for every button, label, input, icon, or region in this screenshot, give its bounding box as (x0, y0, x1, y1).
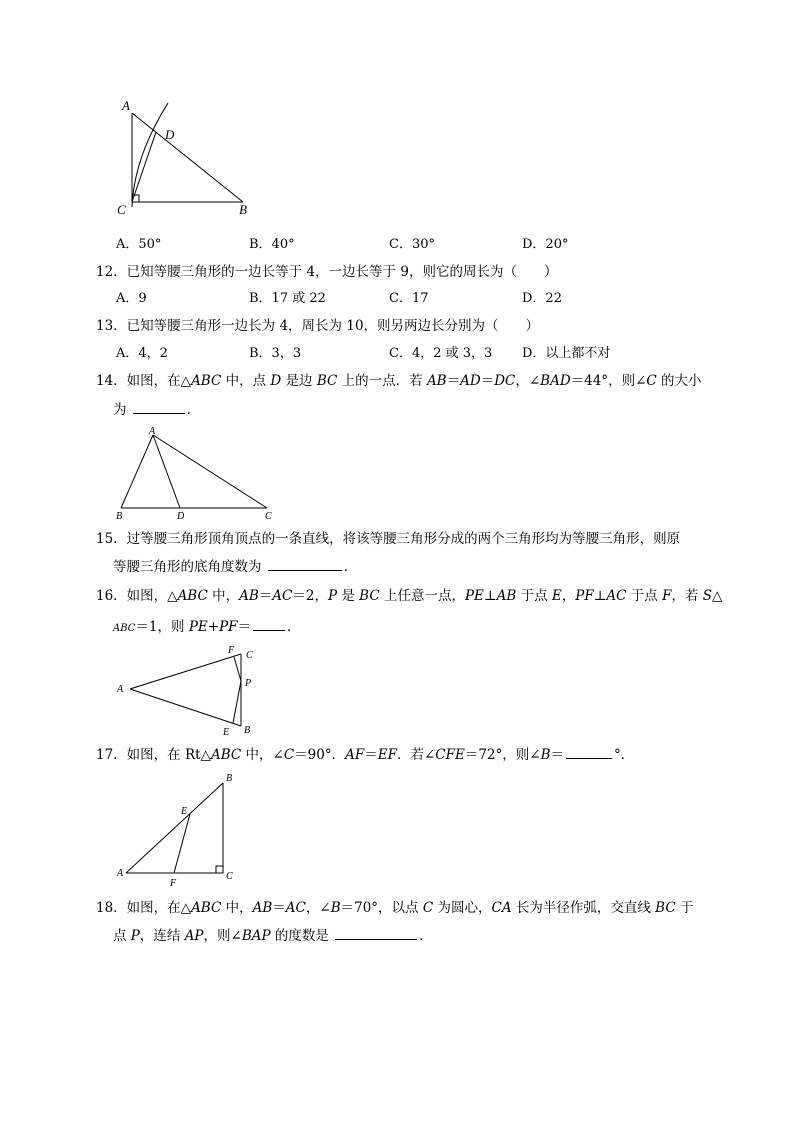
q16-var: PE (188, 619, 208, 635)
figure-q14-svg (110, 424, 280, 524)
q16-seg: ． (287, 619, 301, 635)
q16-seg: 16．如图，△ (96, 588, 178, 604)
arc (132, 103, 168, 207)
q16-line2 (113, 616, 301, 639)
figure-q11-svg (110, 95, 270, 225)
q18-seg: ，则∠ (203, 928, 242, 944)
q18-answer-blank[interactable] (335, 925, 417, 940)
label-e: E (181, 806, 188, 817)
q18-var: AP (184, 928, 204, 944)
q18-line2 (113, 925, 433, 946)
q14-seg: ． (186, 402, 201, 418)
q11-option-c[interactable]: C．30° (389, 237, 435, 252)
label-a: A (149, 426, 156, 437)
label-f: F (170, 878, 177, 889)
q11-option-d[interactable]: D．20° (522, 237, 569, 252)
q14-var: AD (460, 373, 481, 389)
q17-seg: ＝90°． (294, 747, 346, 763)
q16-answer-blank[interactable] (253, 616, 285, 631)
q14-seg: 为 (113, 402, 127, 418)
q14-answer-blank[interactable] (133, 399, 185, 414)
segment-cd (132, 132, 156, 202)
q16-var: P (327, 588, 338, 604)
right-angle-mark (216, 866, 223, 873)
figure-q16-svg (112, 641, 262, 741)
label-d: D (177, 511, 185, 522)
q16-seg: ，若 (671, 588, 703, 604)
q17-var: B (540, 747, 551, 763)
q14-var: BC (316, 373, 338, 389)
q17-var: ABC (210, 747, 242, 763)
q14-seg: 14．如图，在△ (96, 373, 192, 389)
q18-seg: ，∠ (305, 900, 331, 916)
q16-seg: ＝2， (292, 588, 328, 604)
q16-seg: 于点 (626, 588, 663, 604)
label-c: C (226, 871, 233, 882)
q14-seg: 上的一点．若 (337, 373, 427, 389)
q16-var: F (662, 588, 672, 604)
q12-option-b[interactable]: B．17 或 22 (249, 291, 326, 306)
q14-line2 (113, 399, 200, 420)
q18-seg: ＝70°，以点 (340, 900, 423, 916)
q17-var: C (283, 747, 295, 763)
q16-seg: + (207, 619, 220, 635)
segment-pe (233, 681, 241, 723)
q14-seg: 中，点 (221, 373, 271, 389)
q11-option-b[interactable]: B．40° (249, 237, 295, 252)
label-a: A (117, 868, 124, 879)
q16-seg: ＝ (237, 619, 252, 635)
q15-line2 (113, 556, 357, 577)
q18-var: BAP (241, 928, 271, 944)
q16-var: ABC (177, 588, 208, 604)
q16-var: AC (606, 588, 627, 604)
q15-seg: 等腰三角形的底角度数为 (113, 559, 262, 575)
q13-option-b[interactable]: B．3，3 (249, 346, 302, 361)
q17-seg: ＝ (550, 747, 564, 763)
segment-ab (130, 689, 241, 726)
q13-text: 13．已知等腰三角形一边长为 4，周长为 10，则另两边长分别为（ ） (96, 318, 540, 334)
q16-seg: 是 (337, 588, 360, 604)
q18-seg: ＝ (272, 900, 286, 916)
label-d: D (165, 127, 175, 142)
q16-seg: 于点 (516, 588, 552, 604)
q14-var: D (270, 373, 282, 389)
q17-var: CFE (435, 747, 465, 763)
label-a: A (122, 98, 130, 113)
figure-q16 (112, 641, 262, 741)
q16-var: ABC (113, 623, 136, 634)
q16-var: AB (239, 588, 259, 604)
label-f: F (228, 645, 235, 656)
q14-var: DC (494, 373, 516, 389)
q15-seg: ． (343, 559, 358, 575)
q18-seg: 点 (113, 928, 131, 944)
figure-q14 (110, 424, 280, 524)
q16-var: PE (464, 588, 484, 604)
q18-var: C (422, 900, 434, 916)
q11-option-a[interactable]: A．50° (116, 237, 162, 252)
q18-seg: ，连结 (139, 928, 185, 944)
q17-seg: 17．如图，在 Rt△ (96, 747, 211, 763)
segment-ab (126, 783, 223, 873)
q17-seg: 中，∠ (241, 747, 284, 763)
q16-var: S (702, 588, 713, 604)
q16-seg: ＝ (258, 588, 273, 604)
q18-var: BC (655, 900, 676, 916)
q12-option-a[interactable]: A．9 (116, 291, 147, 306)
q18-seg: 于 (675, 900, 694, 916)
q14-seg: 的大小 (656, 373, 702, 389)
q17-seg: ＝ (364, 747, 378, 763)
q16-seg: ＝1，则 (135, 619, 189, 635)
q18-line1 (96, 898, 693, 918)
label-e: E (223, 727, 230, 738)
q18-var: AB (252, 900, 273, 916)
segment-ac (153, 435, 267, 508)
q13-option-a[interactable]: A．4，2 (116, 346, 168, 361)
q16-var: PF (575, 588, 594, 604)
segment-ab (121, 435, 153, 508)
label-a: A (117, 684, 124, 695)
label-c: C (265, 511, 272, 522)
q17-line1 (96, 744, 634, 765)
q17-seg: °． (614, 747, 635, 763)
label-c: C (246, 650, 253, 661)
segment-ad (153, 435, 180, 508)
q16-seg: 上任意一点， (379, 588, 465, 604)
q14-seg: ＝44°，则∠ (570, 373, 647, 389)
q18-seg: 的度数是 (270, 928, 329, 944)
q16-seg: ⊥ (593, 588, 607, 604)
q16-var: PF (219, 619, 238, 635)
q18-seg: ． (419, 928, 433, 944)
q14-line1 (96, 371, 702, 391)
segment-ac (130, 654, 241, 689)
segment-ab (132, 113, 243, 202)
label-p: P (245, 678, 252, 689)
q14-seg: 是边 (281, 373, 317, 389)
label-b: B (116, 511, 123, 522)
q17-answer-blank[interactable] (566, 744, 612, 759)
q12-option-c[interactable]: C．17 (389, 291, 429, 306)
q12-text: 12．已知等腰三角形的一边长等于 4，一边长等于 9，则它的周长为（ ） (96, 264, 558, 280)
q18-var: ABC (191, 900, 222, 916)
q18-seg: 长为半径作弧，交直线 (511, 900, 656, 916)
segment-pf (234, 657, 241, 681)
q18-var: P (130, 928, 140, 944)
q16-line1 (96, 586, 722, 606)
q14-var: AB (426, 373, 447, 389)
q15-answer-blank[interactable] (268, 556, 342, 571)
segment-fe (174, 814, 190, 873)
q16-seg: △ (712, 588, 723, 604)
q17-seg: ．若∠ (396, 747, 436, 763)
q18-seg: 18．如图，在△ (96, 900, 192, 916)
q17-var: EF (377, 747, 397, 763)
q16-var: AB (496, 588, 517, 604)
q14-seg: ＝ (480, 373, 495, 389)
q16-seg: ⊥ (483, 588, 497, 604)
q14-var: ABC (191, 373, 222, 389)
label-b: B (239, 202, 247, 217)
q16-var: AC (272, 588, 293, 604)
q13-option-c[interactable]: C．4，2 或 3，3 (389, 346, 493, 361)
figure-q17 (112, 770, 242, 890)
q16-var: E (551, 588, 562, 604)
figure-q11 (110, 95, 270, 225)
q16-seg: ， (561, 588, 576, 604)
q18-seg: 为圆心， (433, 900, 492, 916)
q16-var: BC (359, 588, 380, 604)
label-b: B (226, 773, 233, 784)
q17-seg: ＝72°，则∠ (464, 747, 541, 763)
q12-option-d[interactable]: D．22 (522, 291, 562, 306)
q15-line1: 15．过等腰三角形顶角顶点的一条直线，将该等腰三角形分成的两个三角形均为等腰三角形，则原 (96, 531, 681, 547)
q18-var: CA (491, 900, 512, 916)
label-b: B (244, 725, 251, 736)
q14-var: C (646, 373, 657, 389)
q18-seg: 中， (221, 900, 253, 916)
label-c: C (117, 202, 126, 217)
figure-q17-svg (112, 770, 242, 890)
q14-var: BAD (540, 373, 571, 389)
q13-option-d[interactable]: D．以上都不对 (522, 346, 611, 361)
q17-var: AF (345, 747, 365, 763)
q14-seg: ，∠ (515, 373, 541, 389)
q14-seg: ＝ (446, 373, 461, 389)
q18-var: AC (285, 900, 306, 916)
q18-var: B (330, 900, 341, 916)
q16-seg: 中， (207, 588, 240, 604)
